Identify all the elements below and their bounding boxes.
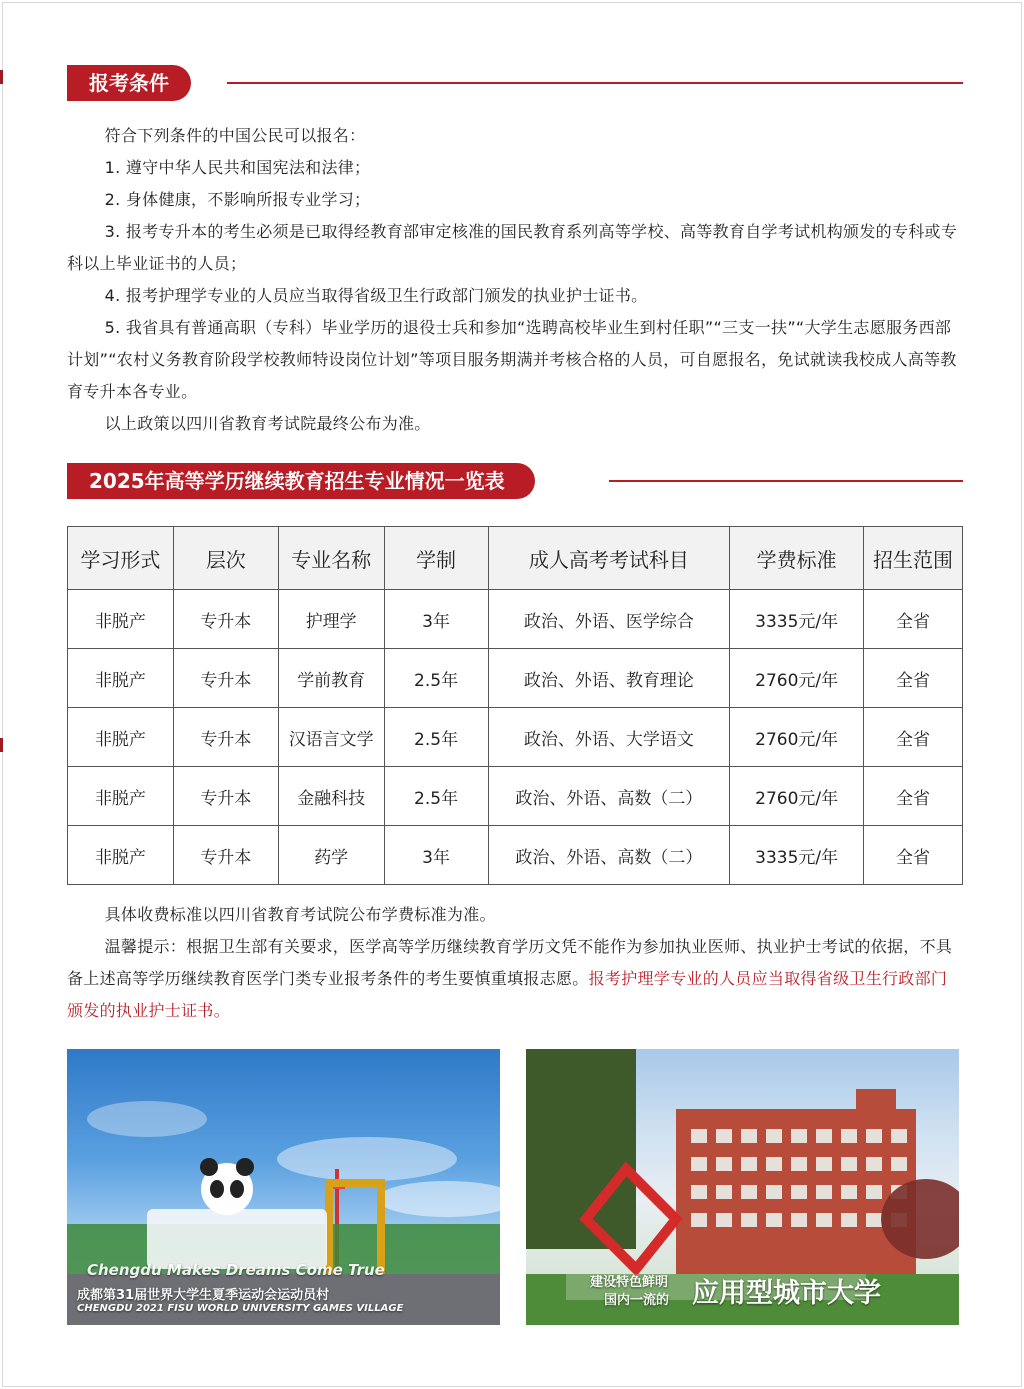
table-cell: 政治、外语、高数（二）: [488, 767, 730, 826]
column-header: 专业名称: [278, 527, 384, 590]
table-cell: 非脱产: [68, 649, 174, 708]
condition-item: 4. 报考护理学专业的人员应当取得省级卫生行政部门颁发的执业护士证书。: [104, 286, 648, 305]
village-sign-cn: 成都第31届世界大学生夏季运动会运动员村: [77, 1288, 330, 1303]
table-header-row: [68, 527, 963, 590]
table-cell: 非脱产: [68, 826, 174, 885]
table-cell: 专升本: [173, 708, 278, 767]
table-row: [68, 649, 963, 708]
section-divider-line: [609, 480, 963, 482]
conditions-section-header: [67, 65, 963, 101]
table-cell: 非脱产: [68, 590, 174, 649]
campus-caption-line2: 国内一流的: [604, 1293, 670, 1308]
table-cell: 专升本: [173, 767, 278, 826]
table-cell: 2760元/年: [730, 767, 864, 826]
column-header: 成人高考考试科目: [488, 527, 730, 590]
majors-section-header: [67, 463, 963, 499]
table-cell: 非脱产: [68, 767, 174, 826]
table-cell: 3年: [384, 590, 488, 649]
table-row: [68, 708, 963, 767]
table-cell: 2.5年: [384, 767, 488, 826]
table-cell: 全省: [864, 826, 963, 885]
slogan-text: Chengdu Makes Dreams Come True: [87, 1261, 385, 1279]
condition-item: 5. 我省具有普通高职（专科）毕业学历的退役士兵和参加“选聘高校毕业生到村任职”“三支一扶”“大学生志愿服务西部计划”“农村义务教育阶段学校教师特设岗位计划”等项目服务期满并考核合格的人员，可自愿报名，免试就读我校成人高等教育专升本各专业。: [67, 318, 957, 401]
policy-note: 以上政策以四川省教育考试院最终公布为准。: [104, 414, 431, 433]
column-header: 学习形式: [68, 527, 174, 590]
column-header: 层次: [173, 527, 278, 590]
edge-mark: [0, 738, 3, 752]
campus-caption-line1: 建设特色鲜明: [590, 1275, 669, 1290]
notes-body: [67, 899, 963, 1027]
conditions-intro: 符合下列条件的中国公民可以报名：: [104, 126, 366, 145]
column-header: 学制: [384, 527, 488, 590]
table-cell: 2.5年: [384, 708, 488, 767]
majors-heading: 2025年高等学历继续教育招生专业情况一览表: [67, 463, 535, 499]
fee-note: 具体收费标准以四川省教育考试院公布学费标准为准。: [104, 905, 496, 924]
section-divider-line: [227, 82, 963, 84]
table-cell: 全省: [864, 649, 963, 708]
tip-note: [67, 931, 963, 1027]
tip-text: 温馨提示：根据卫生部有关要求，医学高等学历继续教育学历文凭不能作为参加执业医师、执业护士考试的依据，不具备上述高等学历继续教育医学门类专业报考条件的考生要慎重填报志愿。: [67, 937, 953, 988]
table-cell: 2760元/年: [730, 649, 864, 708]
campus-caption-main: 应用型城市大学: [692, 1278, 881, 1309]
universiade-village-photo: [67, 1049, 500, 1325]
condition-item: 3. 报考专升本的考生必须是已取得经教育部审定核准的国民教育系列高等学校、高等教育自学考试机构颁发的专科或专科以上毕业证书的人员；: [67, 222, 958, 273]
table-cell: 专升本: [173, 590, 278, 649]
table-cell: 金融科技: [278, 767, 384, 826]
table-cell: 学前教育: [278, 649, 384, 708]
table-cell: 专升本: [173, 826, 278, 885]
column-header: 学费标准: [730, 527, 864, 590]
table-cell: 2760元/年: [730, 708, 864, 767]
table-row: [68, 590, 963, 649]
table-cell: 3335元/年: [730, 590, 864, 649]
table-cell: 政治、外语、大学语文: [488, 708, 730, 767]
village-sign-en: CHENGDU 2021 FISU WORLD UNIVERSITY GAMES VILLAGE: [77, 1303, 404, 1314]
table-cell: 全省: [864, 590, 963, 649]
table-cell: 2.5年: [384, 649, 488, 708]
table-cell: 护理学: [278, 590, 384, 649]
table-cell: 3335元/年: [730, 826, 864, 885]
edge-mark: [0, 70, 3, 84]
conditions-heading: 报考条件: [67, 65, 191, 101]
table-cell: 政治、外语、高数（二）: [488, 826, 730, 885]
table-row: [68, 767, 963, 826]
campus-building-photo: [526, 1049, 959, 1325]
table-cell: 非脱产: [68, 708, 174, 767]
table-cell: 全省: [864, 708, 963, 767]
table-cell: 汉语言文学: [278, 708, 384, 767]
table-cell: 全省: [864, 767, 963, 826]
table-cell: 专升本: [173, 649, 278, 708]
condition-item: 2. 身体健康，不影响所报专业学习；: [104, 190, 371, 209]
column-header: 招生范围: [864, 527, 963, 590]
table-row: [68, 826, 963, 885]
condition-item: 1. 遵守中华人民共和国宪法和法律；: [104, 158, 371, 177]
table-cell: 3年: [384, 826, 488, 885]
table-cell: 药学: [278, 826, 384, 885]
table-cell: 政治、外语、教育理论: [488, 649, 730, 708]
table-cell: 政治、外语、医学综合: [488, 590, 730, 649]
tip-highlight: 报考护理学专业的人员应当取得省级卫生行政部门颁发的执业护士证书。: [67, 969, 948, 1020]
majors-table: [67, 526, 963, 885]
conditions-body: [67, 120, 963, 440]
